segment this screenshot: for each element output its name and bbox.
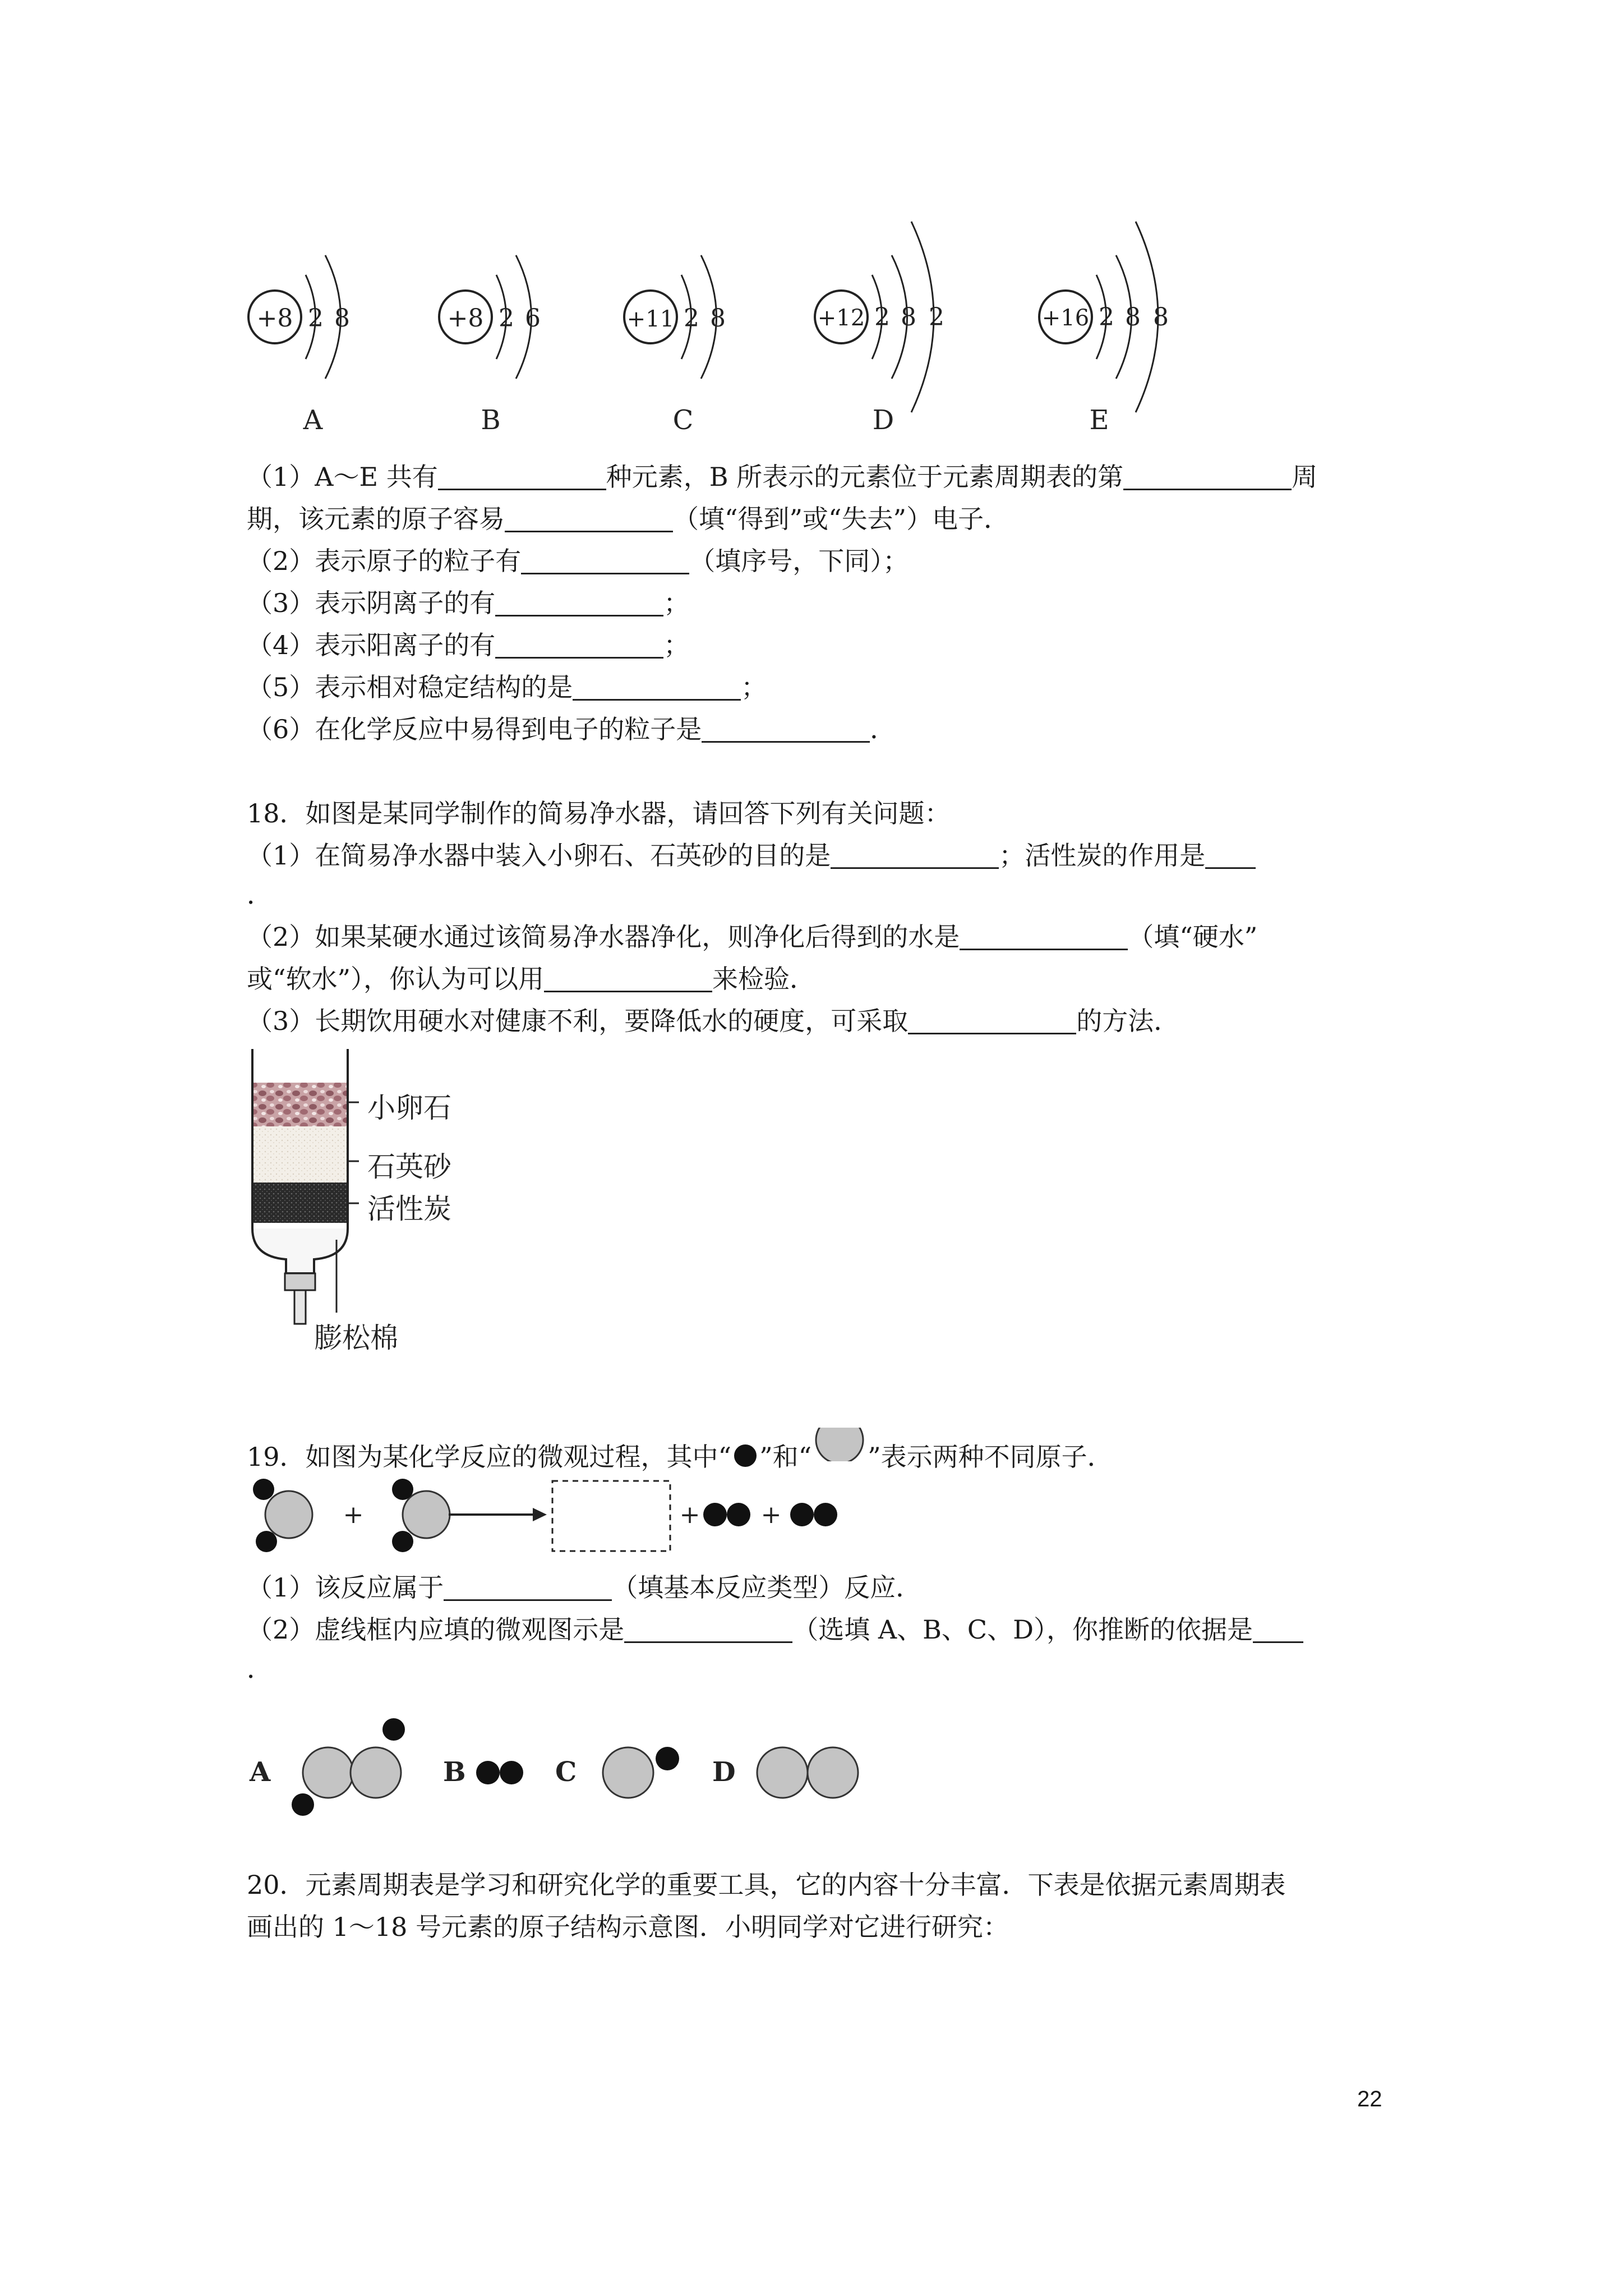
answer-blank[interactable] bbox=[505, 505, 673, 532]
shell-electrons: 2 bbox=[929, 303, 944, 332]
option-letter: D bbox=[712, 1756, 736, 1788]
answer-blank[interactable] bbox=[573, 673, 741, 701]
reaction-diagram bbox=[241, 1470, 858, 1559]
diagram-letter: B bbox=[481, 404, 501, 436]
plus-sign: + bbox=[679, 1501, 700, 1529]
atom-diagram-c bbox=[617, 236, 763, 449]
option-letter: C bbox=[555, 1756, 577, 1788]
q20-line-2: 画出的 1～18 号元素的原子结构示意图．小明同学对它进行研究： bbox=[247, 1912, 1009, 1942]
q19-line-2: （2）虚线框内应填的微观图示是 （选填 A、B、C、D），你推断的依据是 bbox=[247, 1613, 1303, 1646]
q17-line-2: 期，该元素的原子容易 （填“得到”或“失去”）电子． bbox=[247, 504, 1010, 534]
option-letter: A bbox=[250, 1756, 271, 1788]
q17-line-5: （4）表示阳离子的有 ； bbox=[247, 630, 690, 660]
diagram-letter: E bbox=[1089, 404, 1109, 436]
black-atom-icon bbox=[731, 1443, 759, 1468]
shell-electrons: 8 bbox=[1125, 303, 1141, 332]
plus-sign: + bbox=[343, 1501, 364, 1529]
answer-blank[interactable] bbox=[495, 589, 663, 616]
nucleus-charge: +11 bbox=[626, 306, 675, 332]
shell-electrons: 2 bbox=[684, 304, 699, 333]
shell-electrons: 8 bbox=[334, 304, 350, 333]
shell-electrons: 6 bbox=[525, 304, 541, 333]
answer-blank[interactable] bbox=[1123, 463, 1292, 490]
atom-diagram-b bbox=[432, 236, 578, 449]
nucleus-charge: +12 bbox=[817, 305, 865, 331]
q19-line-2-cont: ． bbox=[247, 1654, 273, 1684]
answer-blank[interactable] bbox=[831, 841, 999, 869]
atom-diagram-d bbox=[808, 208, 998, 449]
answer-blank[interactable] bbox=[624, 1616, 792, 1643]
q18-line-3: 或“软水”），你认为可以用 来检验． bbox=[247, 964, 816, 994]
q17-line-1: （1）A～E 共有 种元素，B 所表示的元素位于元素周期表的第 周 bbox=[247, 462, 1318, 492]
nucleus-charge: +16 bbox=[1041, 305, 1090, 331]
shell-electrons: 8 bbox=[901, 303, 916, 332]
atom-diagram-a bbox=[241, 236, 387, 449]
diagram-letter: A bbox=[303, 404, 323, 436]
grey-atom-icon bbox=[811, 1428, 868, 1461]
answer-blank[interactable] bbox=[495, 631, 663, 659]
shell-electrons: 8 bbox=[1153, 303, 1169, 332]
label-quartz-sand: 石英砂 bbox=[367, 1151, 451, 1183]
plus-sign: + bbox=[760, 1501, 782, 1529]
answer-blank[interactable] bbox=[438, 463, 606, 490]
shell-electrons: 2 bbox=[874, 303, 890, 332]
answer-blank[interactable] bbox=[908, 1007, 1076, 1034]
shell-electrons: 2 bbox=[1099, 303, 1114, 332]
q19-line-1: （1）该反应属于 （填基本反应类型）反应． bbox=[247, 1572, 922, 1603]
answer-options bbox=[241, 1697, 886, 1826]
shell-electrons: 2 bbox=[499, 304, 514, 333]
label-activated-carbon: 活性炭 bbox=[367, 1193, 451, 1225]
q19-title: 19．如图为某化学反应的微观过程，其中“ ”和“ ”表示两种不同原子． bbox=[247, 1428, 1113, 1474]
page-number: 22 bbox=[1357, 2087, 1382, 2111]
answer-blank[interactable] bbox=[544, 965, 712, 992]
q17-line-6: （5）表示相对稳定结构的是 ； bbox=[247, 672, 767, 702]
q18-line-1: （1）在简易净水器中装入小卵石、石英砂的目的是 ；活性炭的作用是 bbox=[247, 839, 1256, 872]
answer-blank[interactable] bbox=[702, 715, 870, 743]
q18-line-2: （2）如果某硬水通过该简易净水器净化，则净化后得到的水是 （填“硬水” bbox=[247, 922, 1258, 952]
answer-blank[interactable] bbox=[444, 1573, 612, 1601]
q18-line-1-cont: ． bbox=[247, 880, 273, 910]
q17-line-7: （6）在化学反应中易得到电子的粒子是 ． bbox=[247, 714, 896, 744]
q17-line-3: （2）表示原子的粒子有 （填序号，下同）； bbox=[247, 546, 909, 576]
answer-blank[interactable] bbox=[1253, 1616, 1303, 1643]
shell-electrons: 8 bbox=[710, 304, 726, 333]
shell-electrons: 2 bbox=[308, 304, 324, 333]
label-cotton: 膨松棉 bbox=[314, 1322, 398, 1354]
diagram-letter: D bbox=[872, 404, 895, 436]
atom-diagram-e bbox=[1032, 208, 1223, 449]
diagram-letter: C bbox=[672, 404, 694, 436]
answer-blank[interactable] bbox=[960, 923, 1128, 950]
q20-line-1: 20．元素周期表是学习和研究化学的重要工具，它的内容十分丰富．下表是依据元素周期表 bbox=[247, 1870, 1286, 1900]
answer-blank[interactable] bbox=[1205, 841, 1256, 869]
q17-line-4: （3）表示阴离子的有 ； bbox=[247, 588, 690, 618]
nucleus-charge: +8 bbox=[447, 304, 484, 333]
answer-blank[interactable] bbox=[521, 547, 689, 574]
q18-title: 18．如图是某同学制作的简易净水器，请回答下列有关问题： bbox=[247, 798, 951, 829]
label-pebbles: 小卵石 bbox=[367, 1092, 451, 1124]
nucleus-charge: +8 bbox=[256, 304, 293, 333]
q18-line-4: （3）长期饮用硬水对健康不利，要降低水的硬度，可采取 的方法． bbox=[247, 1006, 1180, 1036]
option-letter: B bbox=[443, 1756, 466, 1788]
